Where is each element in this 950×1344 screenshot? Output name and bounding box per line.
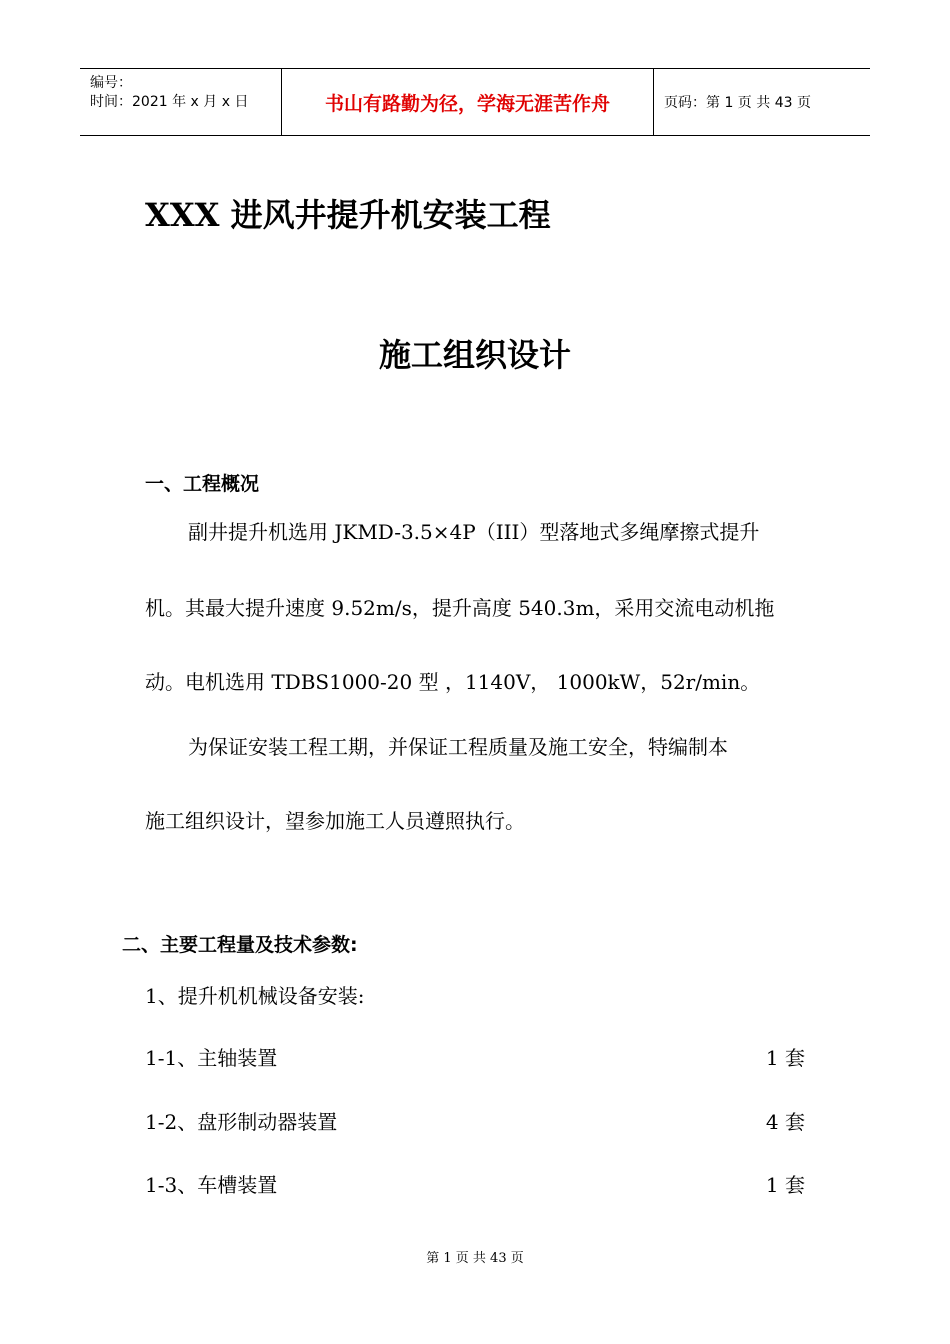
equipment-name: 1-3、车槽装置 bbox=[145, 1173, 278, 1197]
section1-heading: 一、工程概况 bbox=[145, 473, 260, 495]
section2-subheading: 1、提升机机械设备安装: bbox=[145, 984, 365, 1008]
equipment-name: 1-2、盘形制动器装置 bbox=[145, 1110, 338, 1134]
paragraph-line: 施工组织设计，望参加施工人员遵照执行。 bbox=[145, 809, 525, 833]
equipment-quantity: 4 套 bbox=[765, 1110, 805, 1134]
header-left-cell bbox=[80, 69, 282, 135]
document-subtitle: 施工组织设计 bbox=[378, 336, 571, 374]
paragraph-line: 动。电机选用 TDBS1000-20 型 ，1140V， 1000kW，52r/min。 bbox=[145, 670, 761, 694]
equipment-item bbox=[145, 1169, 805, 1198]
document-date-label: 时间：2021 年 x 月 x 日 bbox=[90, 94, 249, 110]
section2-heading: 二、主要工程量及技术参数: bbox=[122, 934, 358, 956]
header-motto-cell bbox=[282, 69, 654, 135]
equipment-quantity: 1 套 bbox=[765, 1046, 805, 1070]
header-table bbox=[80, 68, 870, 136]
equipment-item bbox=[145, 1042, 805, 1071]
equipment-name: 1-1、主轴装置 bbox=[145, 1046, 278, 1070]
document-title: XXX 进风井提升机安装工程 bbox=[145, 196, 551, 234]
page-footer: 第 1 页 共 43 页 bbox=[426, 1251, 524, 1266]
equipment-item bbox=[145, 1106, 805, 1135]
paragraph-line: 机。其最大提升速度 9.52m/s，提升高度 540.3m，采用交流电动机拖 bbox=[145, 596, 775, 620]
paragraph-line: 为保证安装工程工期，并保证工程质量及施工安全，特编制本 bbox=[188, 735, 728, 759]
equipment-quantity: 1 套 bbox=[765, 1173, 805, 1197]
header-page-cell bbox=[654, 69, 870, 135]
header-motto: 书山有路勤为径，学海无涯苦作舟 bbox=[324, 92, 610, 115]
paragraph-line: 副井提升机选用 JKMD-3.5×4P（III）型落地式多绳摩擦式提升 bbox=[188, 520, 760, 544]
header-page-info: 页码：第 1 页 共 43 页 bbox=[664, 95, 811, 111]
document-number-label: 编号： bbox=[90, 75, 132, 91]
